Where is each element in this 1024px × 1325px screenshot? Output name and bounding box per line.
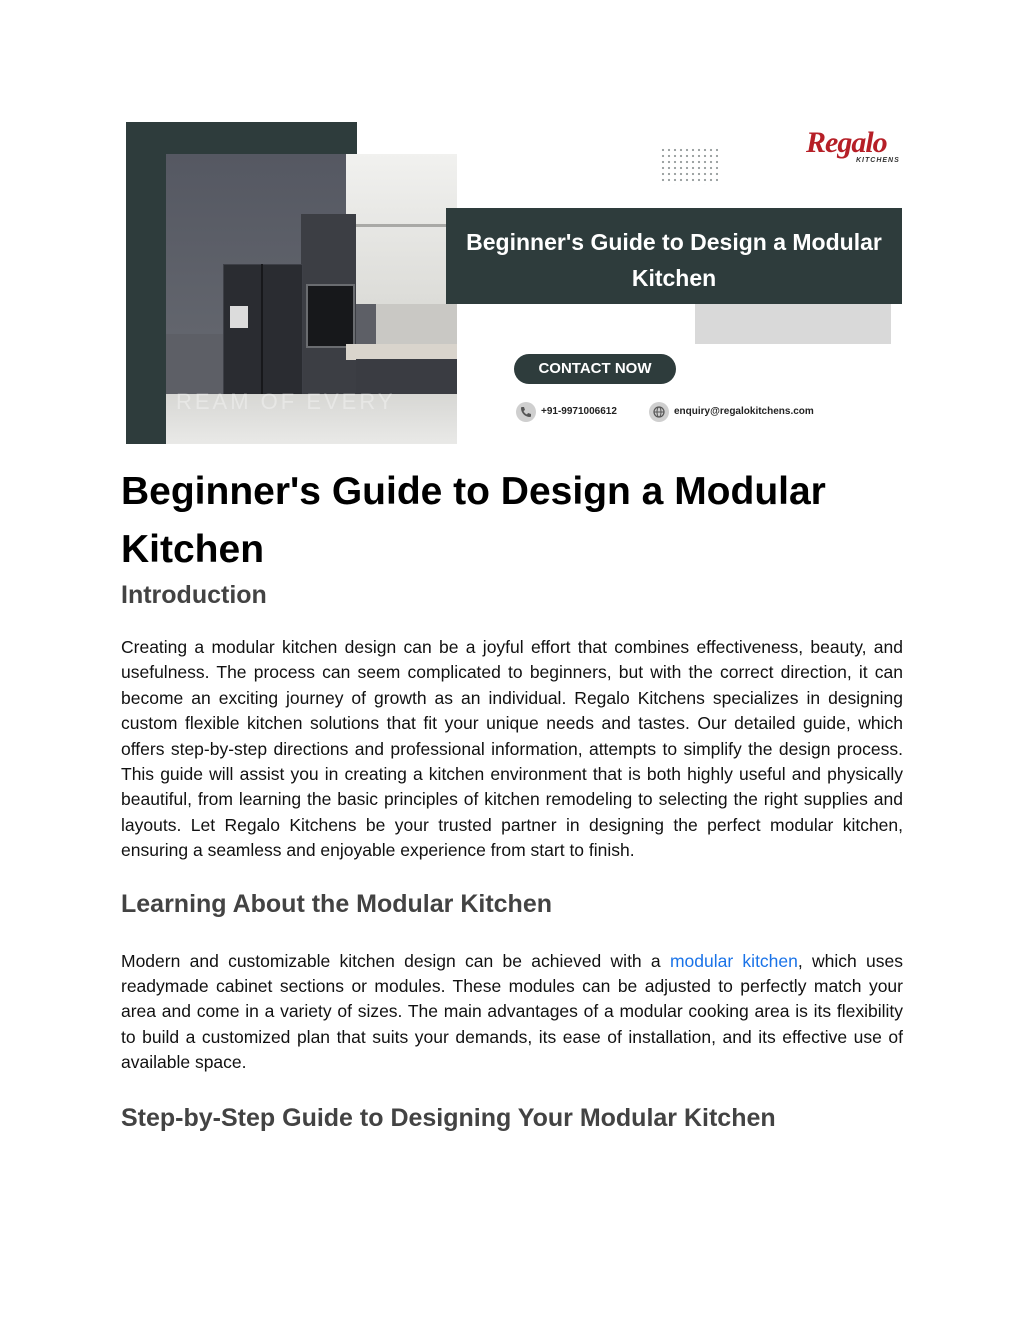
email-address[interactable]: enquiry@regalokitchens.com — [674, 406, 814, 417]
section-heading-learning: Learning About the Modular Kitchen — [121, 889, 553, 918]
globe-icon — [649, 402, 669, 422]
modular-kitchen-link[interactable]: modular kitchen — [669, 950, 798, 971]
banner-title-box — [446, 208, 902, 304]
contact-now-button[interactable]: CONTACT NOW — [514, 354, 676, 384]
oven — [306, 284, 355, 348]
banner-title: Beginner's Guide to Design a Modular Kitchen — [466, 229, 882, 291]
article-content — [121, 463, 903, 1133]
logo-wordmark: Regalo — [806, 126, 887, 159]
phone-number[interactable]: +91-9971006612 — [541, 406, 617, 417]
section-paragraph-learning: Modern and customizable kitchen design can be achieved with a modular kitchen, which uses readymade cabinet sections or modules. These modules can be adjusted to perfectly match your area and come in a variety of sizes. The main advantages of a modular cooking area is its flexibility to build a customized plan that suits your demands, its ease of installation, and its effective use of available space. — [121, 950, 903, 1073]
page-title: Beginner's Guide to Design a Modular Kitchen — [121, 470, 826, 571]
logo-subtext: KITCHENS — [856, 157, 900, 164]
phone-icon — [516, 402, 536, 422]
hero-banner — [126, 122, 902, 444]
photo-watermark: REAM OF EVERY — [176, 389, 396, 414]
kitchen-photo — [166, 154, 457, 444]
intro-heading: Introduction — [121, 581, 267, 609]
regalo-logo — [806, 126, 900, 168]
intro-paragraph: Creating a modular kitchen design can be a joyful effort that combines effectiveness, beauty, and usefulness. The process can seem complicated to beginners, but with the correct direction, it can become an exciting journey of growth as an individual. Regalo Kitchens specializes in designing custom flexible kitchen solutions that fit your unique needs and tastes. Our detailed guide, which offers step-by-step directions and professional information, attempts to simplify the design process. This guide will assist you in creating a kitchen environment that is both highly useful and physically beautiful, from learning the basic principles of kitchen remodeling to selecting the right supplies and layouts. Let Regalo Kitchens be your trusted partner in designing the perfect modular kitchen, ensuring a seamless and enjoyable experience from start to finish. — [121, 637, 903, 861]
section-heading-steps: Step-by-Step Guide to Designing Your Modular Kitchen — [121, 1103, 776, 1132]
dot-pattern — [660, 147, 718, 185]
